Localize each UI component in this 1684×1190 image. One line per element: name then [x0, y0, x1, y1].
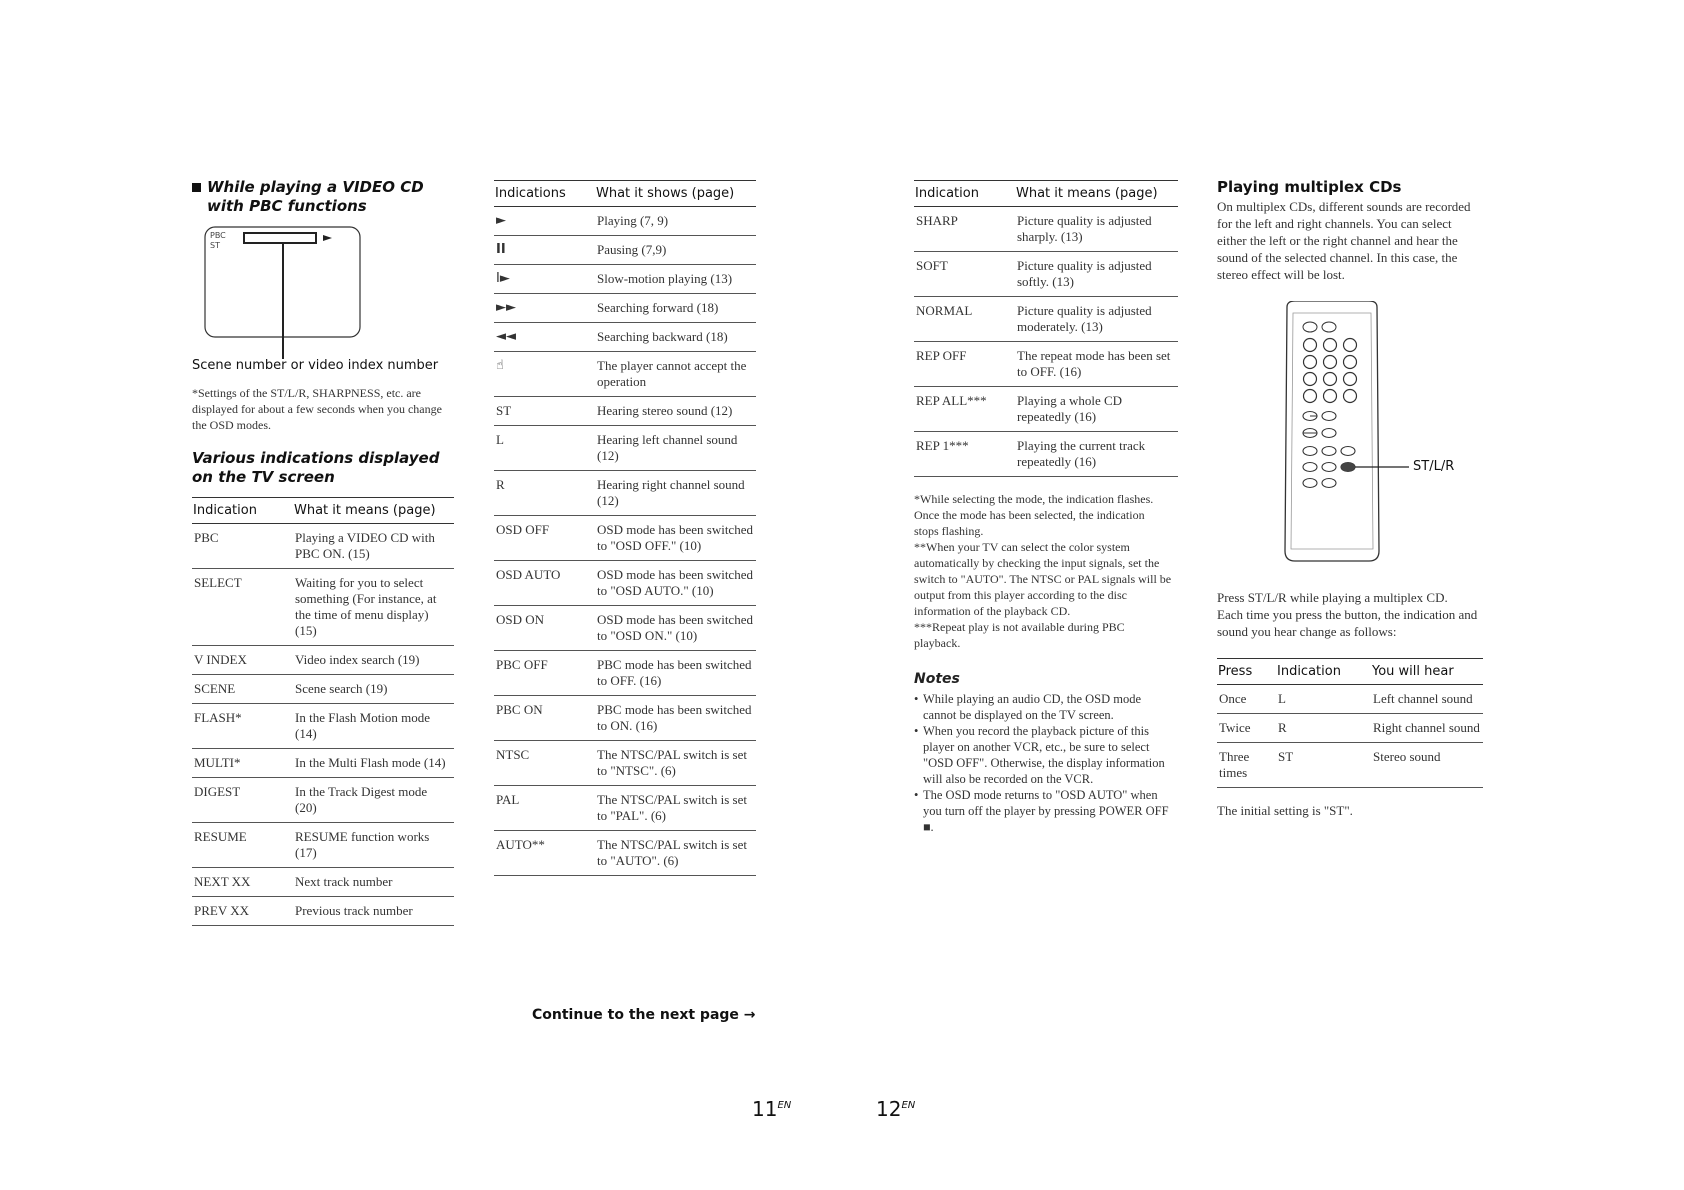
indication-cell: PBC	[192, 524, 293, 569]
table-row	[192, 569, 454, 646]
table-row	[1217, 714, 1483, 743]
shows-cell: The NTSC/PAL switch is set to "AUTO". (6)	[595, 831, 756, 876]
shows-cell: The NTSC/PAL switch is set to "NTSC". (6)	[595, 741, 756, 786]
indication-cell: NEXT XX	[192, 868, 293, 897]
hear-cell: Left channel sound	[1371, 685, 1483, 714]
footnote-1: *While selecting the mode, the indication flashes. Once the mode has been selected, the indication stops flashing.	[914, 492, 1154, 538]
table-row	[494, 265, 756, 294]
shows-cell: Playing (7, 9)	[595, 207, 756, 236]
settings-footnote: *Settings of the ST/L/R, SHARPNESS, etc. are displayed for about a few seconds when you change the OSD modes.	[192, 386, 442, 432]
various-heading: Various indications displayed on the TV screen	[192, 449, 440, 486]
shows-cell: Pausing (7,9)	[595, 236, 756, 265]
meaning-cell: Playing the current track repeatedly (16)	[1015, 432, 1178, 477]
table-row	[494, 696, 756, 741]
pause-icon: II	[494, 236, 595, 265]
meaning-cell: In the Multi Flash mode (14)	[293, 749, 454, 778]
press-cell: Twice	[1217, 714, 1276, 743]
shows-cell: The player cannot accept the operation	[595, 352, 756, 397]
indication-cell: DIGEST	[192, 778, 293, 823]
notes-title: Notes	[914, 671, 960, 687]
tv-screen-illustration	[192, 225, 362, 363]
press-instruction	[1217, 589, 1482, 640]
meaning-cell: Video index search (19)	[293, 646, 454, 675]
notes-section	[914, 671, 1176, 835]
indication-cell: L	[1276, 685, 1371, 714]
indication-cell: PAL	[494, 786, 595, 831]
far-right-column	[1217, 178, 1485, 819]
table-row	[494, 786, 756, 831]
meaning-cell: RESUME function works (17)	[293, 823, 454, 868]
multiplex-table	[1217, 658, 1483, 788]
table-row	[914, 252, 1178, 297]
list-item: • When you record the playback picture of this player on another VCR, etc., be sure to select "OSD OFF". Otherwise, the display information will also be recorded on the VCR.	[914, 723, 1176, 787]
shows-cell: OSD mode has been switched to "OSD OFF." (10)	[595, 516, 756, 561]
table-row	[192, 823, 454, 868]
indication-cell: AUTO**	[494, 831, 595, 876]
meaning-cell: The repeat mode has been set to OFF. (16)	[1015, 342, 1178, 387]
indication-cell: PREV XX	[192, 897, 293, 926]
header-indication: Indication	[1276, 659, 1371, 685]
table-header-row	[914, 181, 1178, 207]
shows-cell: Hearing stereo sound (12)	[595, 397, 756, 426]
indication-cell: SHARP	[914, 207, 1015, 252]
indication-cell: SELECT	[192, 569, 293, 646]
bullet-square-icon	[192, 183, 201, 192]
indication-cell: NORMAL	[914, 297, 1015, 342]
table-row	[914, 207, 1178, 252]
screen-pbc-label: PBC	[210, 231, 226, 240]
header-indications: Indications	[494, 181, 595, 207]
table-row	[192, 897, 454, 926]
table-row	[192, 524, 454, 569]
page-number-left	[752, 1097, 791, 1121]
meaning-cell: Scene search (19)	[293, 675, 454, 704]
press-text-2: Each time you press the button, the indication and sound you hear change as follows:	[1217, 607, 1478, 639]
table-row	[192, 868, 454, 897]
pbc-heading: While playing a VIDEO CD with PBC functions	[192, 178, 454, 216]
meaning-cell: Picture quality is adjusted softly. (13)	[1015, 252, 1178, 297]
table-row	[1217, 743, 1483, 788]
middle-column	[494, 180, 756, 876]
indication-cell: SOFT	[914, 252, 1015, 297]
table-row	[494, 651, 756, 696]
indication-cell: ST	[494, 397, 595, 426]
header-meaning: What it means (page)	[1015, 181, 1178, 207]
table-row	[914, 387, 1178, 432]
table-row	[494, 516, 756, 561]
table-row	[192, 704, 454, 749]
rewind-icon: ◄◄	[494, 323, 595, 352]
table-row	[914, 297, 1178, 342]
table-row	[192, 749, 454, 778]
list-item: • The OSD mode returns to "OSD AUTO" when you turn off the player by pressing POWER OFF ■.	[914, 787, 1176, 835]
table-row	[192, 675, 454, 704]
table-row	[1217, 685, 1483, 714]
page-number-value: 12	[876, 1097, 902, 1121]
indication-cell: OSD OFF	[494, 516, 595, 561]
indications-table-right	[914, 180, 1178, 477]
meaning-cell: Next track number	[293, 868, 454, 897]
notes-list	[914, 691, 1176, 835]
meaning-cell: Picture quality is adjusted sharply. (13)	[1015, 207, 1178, 252]
indications-table-left	[192, 497, 454, 926]
table-row	[914, 342, 1178, 387]
shows-cell: Hearing left channel sound (12)	[595, 426, 756, 471]
page-suffix: EN	[777, 1100, 792, 1111]
shows-cell: Slow-motion playing (13)	[595, 265, 756, 294]
initial-setting: The initial setting is "ST".	[1217, 803, 1353, 818]
shows-cell: OSD mode has been switched to "OSD ON." (10)	[595, 606, 756, 651]
press-cell: Three times	[1217, 743, 1276, 788]
indication-cell: L	[494, 426, 595, 471]
indication-cell: NTSC	[494, 741, 595, 786]
meaning-cell: Playing a VIDEO CD with PBC ON. (15)	[293, 524, 454, 569]
indication-cell: REP ALL***	[914, 387, 1015, 432]
table-row	[494, 831, 756, 876]
remote-control-drawing	[1217, 301, 1485, 571]
table-row	[192, 646, 454, 675]
header-shows: What it shows (page)	[595, 181, 756, 207]
press-cell: Once	[1217, 685, 1276, 714]
meaning-cell: Picture quality is adjusted moderately. (13)	[1015, 297, 1178, 342]
shows-cell: Searching forward (18)	[595, 294, 756, 323]
shows-cell: OSD mode has been switched to "OSD AUTO." (10)	[595, 561, 756, 606]
hear-cell: Right channel sound	[1371, 714, 1483, 743]
table-row	[494, 294, 756, 323]
table-row	[494, 207, 756, 236]
indication-cell: REP 1***	[914, 432, 1015, 477]
indication-cell: R	[494, 471, 595, 516]
indication-cell: R	[1276, 714, 1371, 743]
shows-cell: Searching backward (18)	[595, 323, 756, 352]
st-lr-button-label: ST/L/R	[1413, 459, 1455, 474]
footnotes	[914, 491, 1172, 651]
indication-cell: REP OFF	[914, 342, 1015, 387]
table-row	[494, 426, 756, 471]
footnote-2: **When your TV can select the color system automatically by checking the input signals, set the switch to "AUTO". The NTSC or PAL signals will be output from this player according to the disc information of the playback CD.	[914, 540, 1172, 618]
table-row	[494, 236, 756, 265]
table-row	[494, 397, 756, 426]
indication-cell: V INDEX	[192, 646, 293, 675]
meaning-cell: In the Flash Motion mode (14)	[293, 704, 454, 749]
meaning-cell: Playing a whole CD repeatedly (16)	[1015, 387, 1178, 432]
scene-caption: Scene number or video index number	[192, 358, 439, 373]
indication-cell: PBC OFF	[494, 651, 595, 696]
list-item: • While playing an audio CD, the OSD mode cannot be displayed on the TV screen.	[914, 691, 1176, 723]
header-indication: Indication	[192, 498, 293, 524]
header-indication: Indication	[914, 181, 1015, 207]
meaning-cell: Waiting for you to select something (For instance, at the time of menu display) (15)	[293, 569, 454, 646]
meaning-cell: Previous track number	[293, 897, 454, 926]
indication-cell: OSD AUTO	[494, 561, 595, 606]
table-row	[192, 778, 454, 823]
shows-cell: PBC mode has been switched to ON. (16)	[595, 696, 756, 741]
multiplex-intro: On multiplex CDs, different sounds are recorded for the left and right channels. You can select either the left or the right channel and hear the sound of the selected channel. In this case, the stereo effect will be lost.	[1217, 199, 1471, 282]
remote-illustration	[1217, 301, 1485, 571]
slow-motion-icon: I►	[494, 265, 595, 294]
indications-table-middle	[494, 180, 756, 876]
indication-cell: SCENE	[192, 675, 293, 704]
play-icon: ►	[494, 207, 595, 236]
indication-cell: OSD ON	[494, 606, 595, 651]
table-row	[494, 741, 756, 786]
header-press: Press	[1217, 659, 1276, 685]
table-row	[494, 561, 756, 606]
indication-cell: MULTI*	[192, 749, 293, 778]
shows-cell: Hearing right channel sound (12)	[595, 471, 756, 516]
table-header-row	[494, 181, 756, 207]
left-column	[192, 178, 454, 926]
indication-cell: RESUME	[192, 823, 293, 868]
shows-cell: The NTSC/PAL switch is set to "PAL". (6)	[595, 786, 756, 831]
page-suffix: EN	[901, 1100, 916, 1111]
indication-cell: FLASH*	[192, 704, 293, 749]
table-row	[914, 432, 1178, 477]
press-text-1: Press ST/L/R while playing a multiplex CD.	[1217, 590, 1448, 605]
hand-icon: ☝	[494, 352, 595, 397]
footnote-3: ***Repeat play is not available during PBC playback.	[914, 620, 1125, 650]
table-row	[494, 352, 756, 397]
header-meaning: What it means (page)	[293, 498, 454, 524]
meaning-cell: In the Track Digest mode (20)	[293, 778, 454, 823]
indication-cell: PBC ON	[494, 696, 595, 741]
table-row	[494, 471, 756, 516]
page-number-right	[876, 1097, 915, 1121]
table-row	[494, 606, 756, 651]
fast-forward-icon: ►►	[494, 294, 595, 323]
hear-cell: Stereo sound	[1371, 743, 1483, 788]
right-column	[914, 180, 1178, 835]
header-hear: You will hear	[1371, 659, 1483, 685]
page-number-value: 11	[752, 1097, 778, 1121]
screen-st-label: ST	[210, 241, 220, 250]
indication-cell: ST	[1276, 743, 1371, 788]
table-header-row	[192, 498, 454, 524]
table-row	[494, 323, 756, 352]
shows-cell: PBC mode has been switched to OFF. (16)	[595, 651, 756, 696]
continue-next-page: Continue to the next page →	[532, 1007, 756, 1023]
table-header-row	[1217, 659, 1483, 685]
multiplex-heading: Playing multiplex CDs	[1217, 178, 1402, 196]
